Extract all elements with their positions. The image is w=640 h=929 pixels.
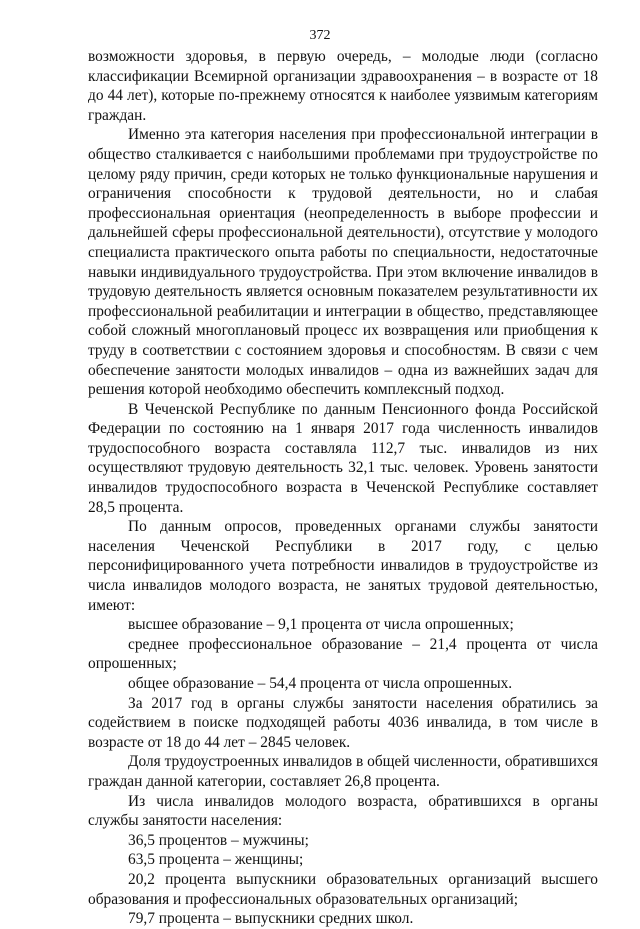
paragraph: Доля трудоустроенных инвалидов в общей численности, обратившихся граждан данной категории, составляет 26,8 процента. bbox=[88, 753, 598, 790]
paragraph: Именно эта категория населения при профессиональной интеграции в общество сталкивается с наибольшими проблемами при трудоустройстве по целому ряду причин, среди которых не только функциональные нарушения и ограничения способности к трудовой деятельности, но и слабая профессиональная ориентация (неопределенность в выборе профессии и дальнейшей сферы профессиональной деятельности), отсутствие у молодого специалиста практического опыта работы по специальности, недостаточные навыки индивидуального трудоустройства. При этом включение инвалидов в трудовую деятельность является основным показателем результативности их профессиональной реабилитации и интеграции в общество, представляющее собой сложный многоплановый процесс их возвращения или приобщения к труду в соответствии с состоянием здоровья и способностям. В связи с чем обеспечение занятости молодых инвалидов – одна из важнейших задач для решения которой необходимо обеспечить комплексный подход. bbox=[88, 126, 598, 399]
list-item: общее образование – 54,4 процента от числа опрошенных. bbox=[128, 675, 513, 692]
paragraph: В Чеченской Республике по данным Пенсионного фонда Российской Федерации по состоянию на 1 января 2017 года численность инвалидов трудоспособного возраста составляла 112,7 тыс. инвалидов из них осуществляют трудовую деятельность 32,1 тыс. человек. Уровень занятости инвалидов трудоспособного возраста в Чеченской Республике составляет 28,5 процента. bbox=[88, 400, 598, 516]
document-body bbox=[88, 47, 598, 929]
paragraph: По данным опросов, проведенных органами службы занятости населения Чеченской Республики в 2017 году, с целью персонифицированного учета потребности инвалидов в трудоустройстве из числа инвалидов молодого возраста, не занятых трудовой деятельностью, имеют: bbox=[88, 518, 598, 614]
page-number: 372 bbox=[309, 28, 331, 43]
list-item: высшее образование – 9,1 процента от числа опрошенных; bbox=[128, 616, 514, 634]
list-item: 63,5 процента – женщины; bbox=[128, 851, 304, 869]
list-item: 20,2 процента выпускники образовательных организаций высшего образования и профессиональных образовательных организаций; bbox=[88, 870, 598, 908]
paragraph: Из числа инвалидов молодого возраста, обратившихся в органы службы занятости населения: bbox=[88, 792, 598, 830]
list-item: среднее профессиональное образование – 21,4 процента от числа опрошенных; bbox=[88, 635, 598, 673]
paragraph: возможности здоровья, в первую очередь, – молодые люди (согласно классификации Всемирной организации здравоохранения – в возрасте от 18 до 44 лет), которые по-прежнему относятся к наиболее уязвимым категориям граждан. bbox=[88, 48, 598, 124]
list-item: 36,5 процентов – мужчины; bbox=[128, 831, 309, 849]
paragraph: За 2017 год в органы службы занятости населения обратились за содействием в поиске подходящей работы 4036 инвалида, в том числе в возрасте от 18 до 44 лет – 2845 человек. bbox=[88, 694, 598, 751]
list-item: 79,7 процента – выпускники средних школ. bbox=[128, 910, 414, 928]
